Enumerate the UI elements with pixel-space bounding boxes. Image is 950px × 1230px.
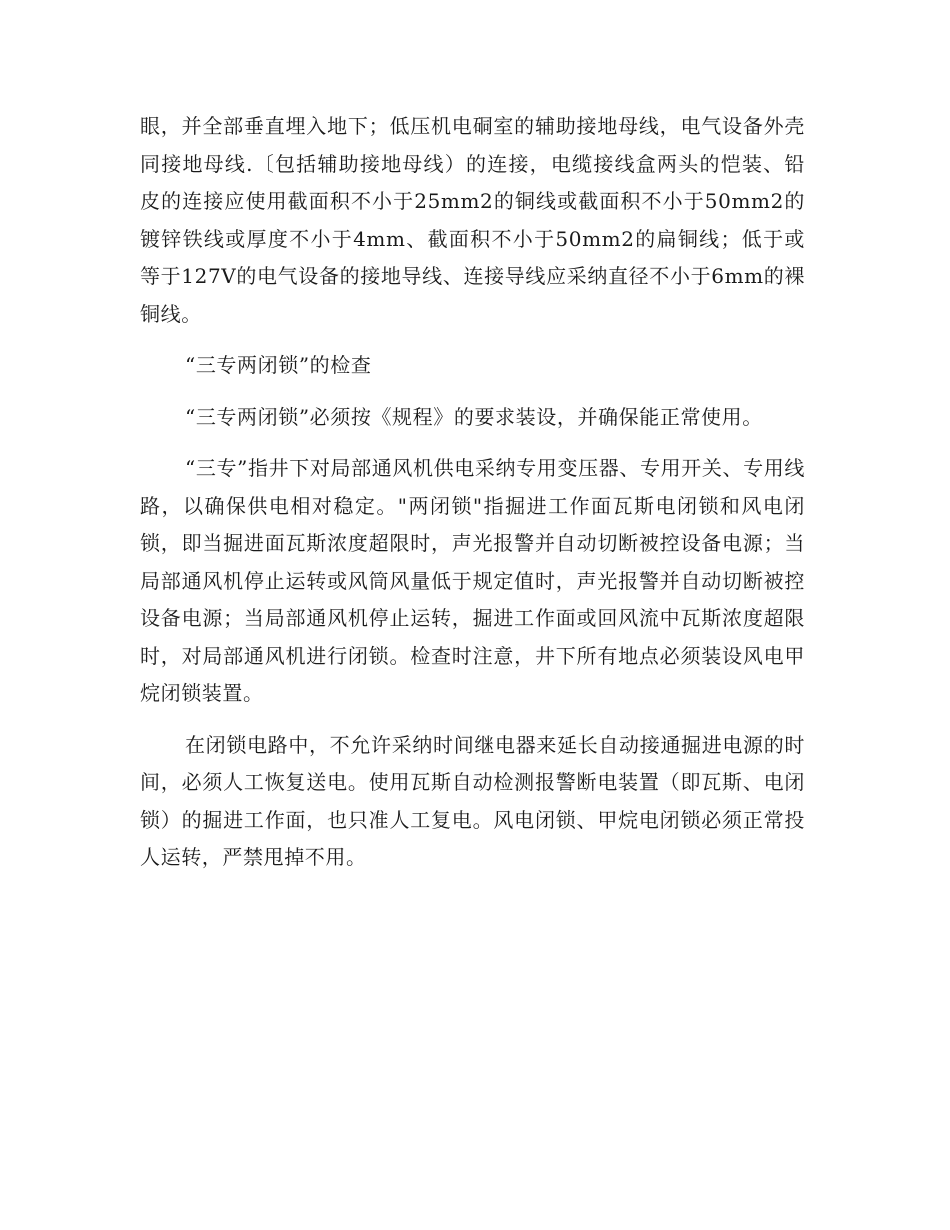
paragraph-installation-requirement: “三专两闭锁”必须按《规程》的要求装设，并确保能正常使用。 xyxy=(185,404,763,429)
paragraph-grounding-requirements: 眼，并全部垂直埋入地下；低压机电硐室的辅助接地母线，电气设备外壳同接地母线.〔包括辅助接地母线）的连接，电缆接线盒两头的恺装、铅皮的连接应使用截面积不小于25mm2的铜线或截面积不小于50mm2的镀锌铁线或厚度不小于4mm、截面积不小于50mm2的扁铜线；低于或等于127V的电气设备的接地导线、连接导线应采纳直径不小于6mm的裸铜线。 xyxy=(140,114,805,326)
document-body xyxy=(140,108,805,877)
paragraph-definition: “三专”指井下对局部通风机供电采纳专用变压器、专用开关、专用线路，以确保供电相对稳定。"两闭锁"指掘进工作面瓦斯电闭锁和风电闭锁，即当掘进面瓦斯浓度超限时，声光报警并自动切断被控设备电源；当局部通风机停止运转或风筒风量低于规定值时，声光报警并自动切断被控设备电源；当局部通风机停止运转，掘进工作面或回风流中瓦斯浓度超限时，对局部通风机进行闭锁。检查时注意，井下所有地点必须装设风电甲烷闭锁装置。 xyxy=(140,456,805,705)
paragraph-lock-circuit-rules: 在闭锁电路中，不允许采纳时间继电器来延长自动接通掘进电源的时间，必须人工恢复送电。使用瓦斯自动检测报警断电装置（即瓦斯、电闭锁）的掘进工作面，也只准人工复电。风电闭锁、甲烷电闭锁必须正常投人运转，严禁甩掉不用。 xyxy=(140,732,805,869)
section-heading-three-dedicated-two-locks: “三专两闭锁”的检查 xyxy=(185,353,372,377)
